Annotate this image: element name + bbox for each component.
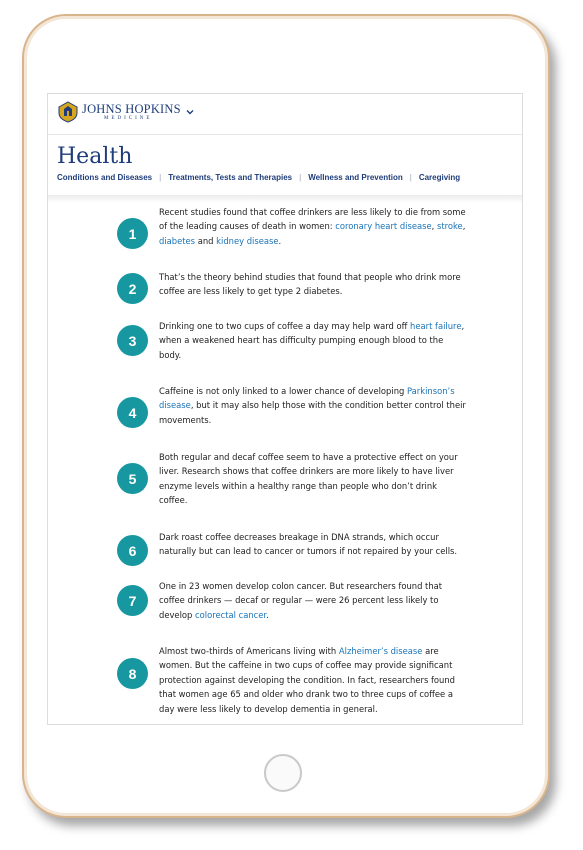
number-badge: 2 <box>117 273 148 304</box>
section-nav <box>57 173 460 182</box>
text-segment: , but it may also help those with the condition better control their movements. <box>159 400 466 425</box>
text-segment: are women. But the caffeine in two cups of coffee may provide significant protection against developing the condition. In fact, researchers found that women age 65 and older who drank two to three cups of coffee a day were less likely to develop dementia in general. <box>159 646 455 714</box>
nav-separator: | <box>409 173 412 182</box>
number-badge: 5 <box>117 463 148 494</box>
text-segment: Drinking one to two cups of coffee a day may help ward off <box>159 321 411 331</box>
text-link[interactable]: coronary heart disease <box>335 221 432 232</box>
text-segment: , when a weakened heart has difficulty pumping enough blood to the body. <box>159 321 465 360</box>
text-link[interactable]: diabetes <box>159 235 196 246</box>
number-badge: 3 <box>117 325 148 356</box>
home-button[interactable] <box>264 754 302 792</box>
top-bar <box>48 94 522 135</box>
text-link[interactable]: stroke <box>436 221 463 232</box>
nav-link-treatments[interactable]: Treatments, Tests and Therapies <box>168 173 293 182</box>
nav-link-conditions[interactable]: Conditions and Diseases <box>57 173 153 182</box>
text-segment: Recent studies found that coffee drinkers are less likely to die from some of the leading causes of death in women: <box>159 207 466 232</box>
nav-separator: | <box>299 173 302 182</box>
text-segment: That’s the theory behind studies that found that people who drink more coffee are less likely to get type 2 diabetes. <box>159 272 461 297</box>
nav-link-caregiving[interactable]: Caregiving <box>418 173 461 182</box>
text-segment: Dark roast coffee decreases breakage in DNA strands, which occur naturally but can lead to cancer or tumors if not repaired by your cells. <box>159 532 458 557</box>
text-segment: Caffeine is not only linked to a lower chance of developing <box>159 386 407 396</box>
text-link[interactable]: colorectal cancer <box>195 609 267 620</box>
nav-link-wellness[interactable]: Wellness and Prevention <box>308 173 403 182</box>
text-link[interactable]: Alzheimer’s disease <box>338 646 423 656</box>
item-text <box>159 450 467 508</box>
text-link[interactable]: Parkinson’s disease <box>159 386 455 411</box>
number-badge: 7 <box>117 585 148 616</box>
number-badge: 6 <box>117 535 148 566</box>
nav-divider <box>48 195 522 203</box>
number-badge: 1 <box>117 218 148 249</box>
number-badge: 8 <box>117 658 148 689</box>
item-text <box>159 530 467 559</box>
text-segment: One in 23 women develop colon cancer. But researchers found that coffee drinkers — decaf or regular — were 26 percent less likely to develop <box>159 581 443 620</box>
item-text <box>159 644 467 716</box>
johns-hopkins-logo[interactable] <box>58 101 195 123</box>
text-link[interactable]: heart failure <box>410 321 462 331</box>
screen <box>47 93 523 725</box>
text-segment: , <box>462 221 466 232</box>
item-text <box>159 579 467 622</box>
chevron-down-icon[interactable] <box>185 107 195 117</box>
text-segment: , <box>431 221 437 232</box>
shield-icon <box>58 101 78 123</box>
logo-subtext: MEDICINE <box>104 115 153 121</box>
text-segment: Almost two-thirds of Americans living with <box>159 646 339 656</box>
text-segment: . <box>266 609 269 620</box>
item-text <box>159 205 467 248</box>
number-badge: 4 <box>117 397 148 428</box>
text-segment: . <box>278 235 282 246</box>
item-text <box>159 319 467 362</box>
page-title[interactable]: Health <box>57 144 133 169</box>
item-text <box>159 384 467 427</box>
text-link[interactable]: kidney disease <box>216 235 279 246</box>
text-segment: Both regular and decaf coffee seem to have a protective effect on your liver. Research shows that coffee drinkers are more likely to have liver enzyme levels within a healthy range than people who don’t drink coffee. <box>159 452 458 506</box>
text-segment: and <box>195 235 217 246</box>
item-text <box>159 270 467 299</box>
nav-separator: | <box>159 173 162 182</box>
logo-text: JOHNS HOPKINS <box>82 101 181 116</box>
